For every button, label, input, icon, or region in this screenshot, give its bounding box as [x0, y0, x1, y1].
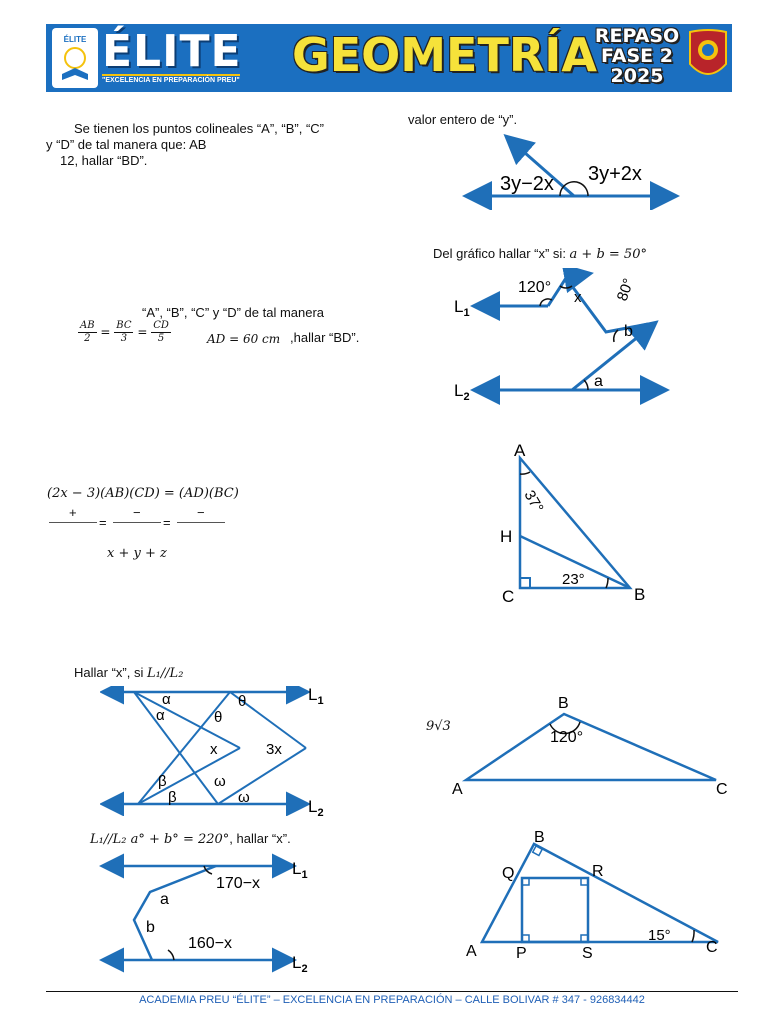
- theta-bottom: θ: [214, 709, 223, 726]
- vertex-r: R: [592, 863, 604, 880]
- vertex-q: Q: [502, 865, 515, 882]
- right-1-line-1: valor entero de “y”.: [408, 112, 518, 127]
- page-footer: ACADEMIA PREU “ÉLITE” – EXCELENCIA EN PREPARACIÓN – CALLE BOLIVAR # 347 - 926834442: [139, 994, 645, 1006]
- figure-obtuse-triangle: [446, 690, 736, 800]
- subject-title: GEOMETRÍA: [292, 28, 597, 82]
- vertex-c: C: [502, 587, 515, 606]
- angle-right-label: 3y+2x: [588, 163, 642, 185]
- angle-37: 37°: [520, 487, 547, 516]
- logo-text: ÉLITE: [63, 35, 87, 44]
- right-4-label: 9√3: [426, 719, 451, 734]
- alpha-bottom: α: [156, 707, 165, 724]
- problem-1-line-2: y “D” de tal manera que: AB: [46, 137, 207, 152]
- angle-120-label: 120°: [518, 279, 552, 296]
- footer-divider: [46, 991, 738, 992]
- angle-3x: 3x: [266, 741, 282, 758]
- badge-line-2: FASE 2: [600, 45, 673, 67]
- problem-3-blank-fractions: + = − = −: [49, 505, 227, 525]
- omega-top: ω: [214, 773, 226, 790]
- problem-1-line-3: 12, hallar “BD”.: [60, 153, 148, 168]
- vertex-p: P: [516, 945, 527, 962]
- badge-line-3: 2025: [610, 65, 664, 87]
- vertex-c: C: [716, 781, 728, 798]
- figure-parallel-lines-x: [448, 268, 678, 408]
- vertex-b: B: [558, 695, 569, 712]
- problem-3-equation: (2x − 3)(AB)(CD) = (AD)(BC): [47, 486, 239, 501]
- l2-label: $L_2$: [292, 953, 308, 975]
- angle-b: b: [146, 919, 155, 936]
- angle-120: 120°: [550, 729, 584, 746]
- angle-a: a: [160, 891, 169, 908]
- beta-top: β: [158, 773, 167, 790]
- problem-4-statement: Hallar “x”, si L₁//L₂: [74, 665, 184, 681]
- problem-3-sum: x + y + z: [107, 546, 167, 561]
- alpha-top: α: [162, 691, 171, 708]
- vertex-s: S: [582, 945, 593, 962]
- l1-label: $L_1$: [308, 686, 324, 707]
- vertex-a: A: [514, 441, 526, 460]
- vertex-h: H: [500, 527, 513, 546]
- angle-left-label: 3y−2x: [500, 173, 554, 195]
- l2-label: $L_2$: [308, 797, 324, 816]
- angle-x: x: [210, 741, 218, 758]
- vertex-b: B: [534, 829, 545, 846]
- angle-15: 15°: [648, 927, 671, 944]
- figure-right-triangle-ahbc: [496, 438, 656, 608]
- problem-2-proportion: $\frac{AB}{2}$ = $\frac{BC}{3}$ = $\frac{CD}{5}$: [80, 320, 169, 344]
- brand-name: ÉLITE: [102, 26, 242, 77]
- vertex-c: C: [706, 939, 718, 956]
- figure-square-in-triangle: [462, 828, 732, 964]
- angle-b-label: b: [624, 323, 633, 340]
- review-badge: [592, 26, 682, 86]
- angle-a-label: a: [594, 373, 603, 390]
- angle-23: 23°: [562, 571, 585, 588]
- vertex-b: B: [634, 585, 646, 604]
- theta-top: θ: [238, 693, 247, 710]
- problem-1-line-1: Se tienen los puntos colineales “A”, “B”, “C”: [74, 121, 324, 136]
- l2-label: $L_2$: [454, 381, 470, 403]
- right-2-statement: Del gráfico hallar “x” si: a + b = 50°: [433, 246, 647, 262]
- angle-170-x: 170−x: [216, 875, 261, 892]
- header-banner: [46, 24, 732, 92]
- angle-160-x: 160−x: [188, 935, 233, 952]
- brand-tagline: "EXCELENCIA EN PREPARACIÓN PREU": [102, 74, 240, 84]
- problem-2-ad: AD = 60 cm: [207, 332, 281, 346]
- angle-x-label: x: [574, 289, 582, 306]
- l1-label: $L_1$: [454, 297, 470, 319]
- vertex-a: A: [452, 781, 463, 798]
- problem-5-statement: L₁//L₂ a° + b° = 220°, hallar “x”.: [90, 831, 291, 847]
- figure-parallels-ab: [96, 846, 326, 976]
- university-seal: [686, 28, 730, 86]
- beta-bottom: β: [168, 789, 177, 806]
- problem-2-tail: ,hallar “BD”.: [290, 330, 360, 345]
- problem-2-line-1: “A”, “B”, “C” y “D” de tal manera: [142, 305, 325, 320]
- omega-bottom: ω: [238, 789, 250, 806]
- figure-supplementary-angles: [460, 128, 690, 210]
- vertex-a: A: [466, 943, 477, 960]
- badge-line-1: REPASO: [594, 25, 680, 47]
- academy-logo: [52, 28, 98, 88]
- l1-label: $L_1$: [292, 859, 308, 881]
- figure-zigzag-parallels: [100, 686, 340, 816]
- angle-80-label: 80°: [613, 276, 638, 304]
